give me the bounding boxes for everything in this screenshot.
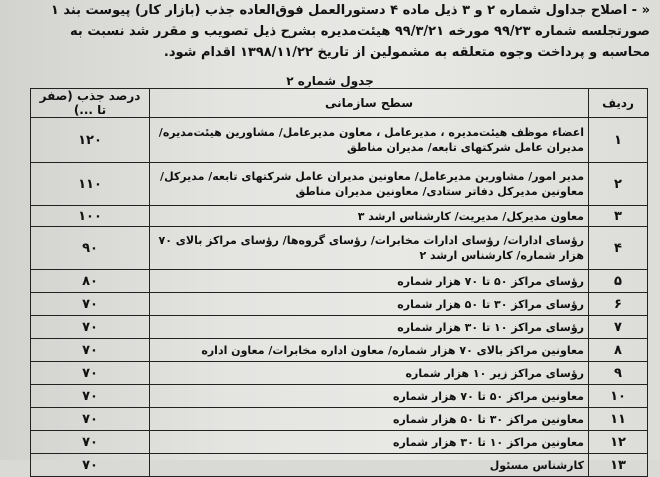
row-number: ۹	[589, 362, 648, 385]
row-level: معاونین مراکز بالای ۷۰ هزار شماره/ معاون اداره مخابرات/ معاون اداره	[150, 339, 589, 362]
row-percent: ۸۰	[31, 270, 150, 293]
row-number: ۸	[589, 339, 648, 362]
intro-line: صورتجلسه شماره ۹۹/۲۳ مورخه ۹۹/۳/۲۱ هیئت‌مدیره بشرح ذیل تصویب و مقرر شد نسبت به	[70, 24, 650, 39]
row-percent: ۱۱۰	[31, 163, 150, 206]
intro-paragraph	[30, 0, 650, 63]
table-caption: جدول شماره ۲	[286, 74, 374, 88]
table-row	[31, 270, 648, 293]
row-level: رؤسای ادارات/ رؤسای ادارات مخابرات/ رؤسای گروه‌ها/ رؤسای مراکز بالای ۷۰ هزار شماره/ کارشناس ارشد ۲	[150, 227, 589, 270]
row-level: معاون مدیرکل/ مدیریت/ کارشناس ارشد ۳	[150, 206, 589, 227]
row-percent: ۱۲۰	[31, 118, 150, 163]
row-level: اعضاء موظف هیئت‌مدیره ، مدیرعامل ، معاون مدیرعامل/ مشاورین هیئت‌مدیره/ مدیران عامل شرکتهای تابعه/ مدیران مناطق	[150, 118, 589, 163]
table-row	[31, 431, 648, 454]
row-level: رؤسای مراکز زیر ۱۰ هزار شماره	[150, 362, 589, 385]
row-number: ۵	[589, 270, 648, 293]
table-row	[31, 385, 648, 408]
row-percent: ۷۰	[31, 408, 150, 431]
table-row	[31, 316, 648, 339]
row-percent: ۷۰	[31, 454, 150, 477]
row-number: ۴	[589, 227, 648, 270]
row-number: ۱۰	[589, 385, 648, 408]
row-level: معاونین مراکز ۵۰ تا ۷۰ هزار شماره	[150, 385, 589, 408]
intro-line: محاسبه و پرداخت وجوه متعلقه به مشمولین از تاریخ ۱۳۹۸/۱۱/۲۲ اقدام شود.	[163, 45, 650, 60]
row-percent: ۷۰	[31, 293, 150, 316]
row-number: ۷	[589, 316, 648, 339]
row-level: رؤسای مراکز ۳۰ تا ۵۰ هزار شماره	[150, 293, 589, 316]
row-percent: ۷۰	[31, 316, 150, 339]
row-percent: ۷۰	[31, 362, 150, 385]
row-number: ۱۳	[589, 454, 648, 477]
table-row	[31, 362, 648, 385]
table-row	[31, 293, 648, 316]
table-row	[31, 339, 648, 362]
row-percent: ۷۰	[31, 431, 150, 454]
row-percent: ۱۰۰	[31, 206, 150, 227]
table-row	[31, 227, 648, 270]
row-number: ۱	[589, 118, 648, 163]
table-row	[31, 408, 648, 431]
row-number: ۱۱	[589, 408, 648, 431]
header-level: سطح سازمانی	[150, 89, 589, 118]
row-level: کارشناس مسئول	[150, 454, 589, 477]
row-level: معاونین مراکز ۱۰ تا ۳۰ هزار شماره	[150, 431, 589, 454]
row-number: ۳	[589, 206, 648, 227]
table-header-row	[31, 89, 648, 118]
intro-line: « - اصلاح جداول شماره ۲ و ۳ ذیل ماده ۴ دستورالعمل فوق‌العاده جذب (بازار کار) پیوست بند ۱	[50, 3, 650, 18]
row-percent: ۷۰	[31, 339, 150, 362]
header-row-number: ردیف	[589, 89, 648, 118]
row-level: رؤسای مراکز ۵۰ تا ۷۰ هزار شماره	[150, 270, 589, 293]
row-level: معاونین مراکز ۳۰ تا ۵۰ هزار شماره	[150, 408, 589, 431]
absorption-table	[30, 88, 648, 477]
header-percent: درصد جذب (صفر تا ...)	[31, 89, 150, 118]
row-percent: ۷۰	[31, 385, 150, 408]
table-row	[31, 454, 648, 477]
row-number: ۲	[589, 163, 648, 206]
row-level: رؤسای مراکز ۱۰ تا ۳۰ هزار شماره	[150, 316, 589, 339]
row-number: ۶	[589, 293, 648, 316]
row-level: مدیر امور/ مشاورین مدیرعامل/ معاونین مدیران عامل شرکتهای تابعه/ مدیرکل/ معاونین مدیرکل دفاتر ستادی/ معاونین مدیران مناطق	[150, 163, 589, 206]
row-percent: ۹۰	[31, 227, 150, 270]
table-row	[31, 163, 648, 206]
row-number: ۱۲	[589, 431, 648, 454]
table-row	[31, 206, 648, 227]
table-row	[31, 118, 648, 163]
